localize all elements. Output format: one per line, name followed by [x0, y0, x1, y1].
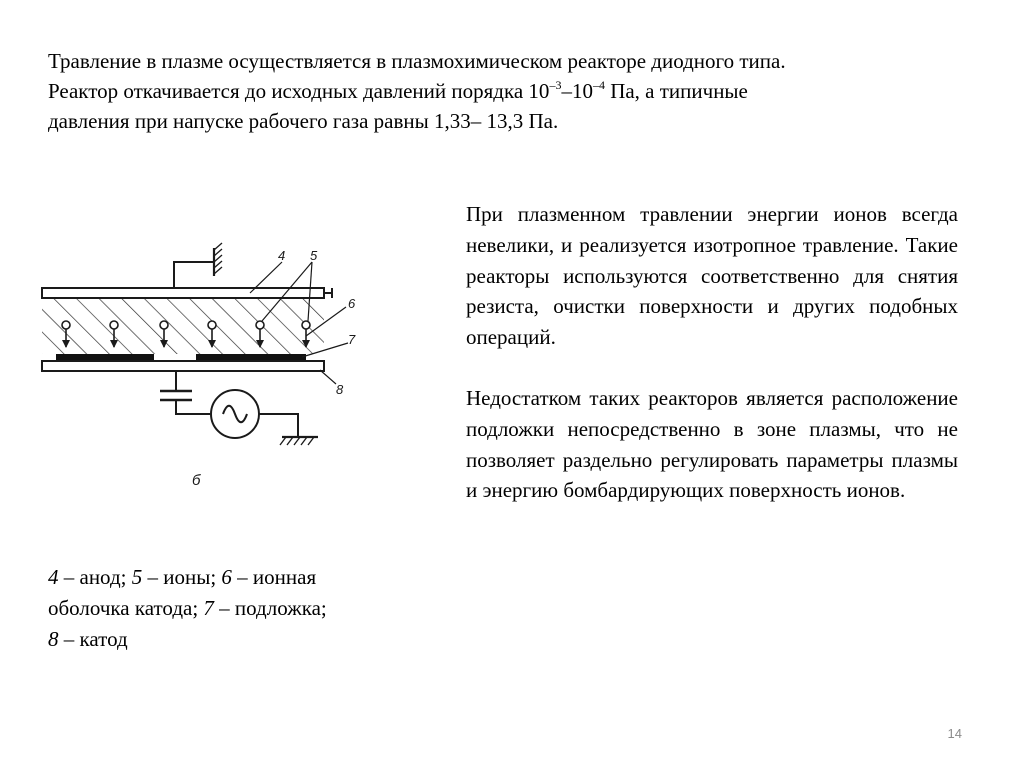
- label-6: 6: [348, 296, 356, 311]
- intro-line-2-end: Па, а типичные: [604, 79, 748, 103]
- legend-line-1: [48, 562, 428, 593]
- cathode-plate: [42, 361, 324, 371]
- intro-dash: –10: [561, 79, 593, 103]
- description-paragraph-1: При плазменном травлении энергии ионов всегда невелики, и реализуется изотропное травление. Такие реакторы используются соответственно для снятия резиста, очистки поверхности и других подобных операций.: [466, 202, 958, 350]
- diagram-legend: [48, 562, 428, 655]
- anode-ground-icon: [214, 243, 222, 276]
- substrate-right: [196, 354, 306, 360]
- ion-sheath-region: [42, 299, 324, 354]
- intro-line-3: давления при напуске рабочего газа равны 1,33– 13,3 Па.: [48, 109, 559, 133]
- diagram-caption: б: [192, 472, 201, 489]
- intro-text: [48, 46, 978, 136]
- intro-line-2-start: Реактор откачивается до исходных давлений порядка 10: [48, 79, 550, 103]
- generator-wire-right: [259, 414, 298, 437]
- label-5: 5: [310, 248, 318, 263]
- exponent-2: –4: [592, 78, 605, 92]
- exponent-1: –3: [549, 78, 562, 92]
- legend-text-cathode: – катод: [58, 627, 128, 651]
- legend-text-ions: – ионы;: [142, 565, 222, 589]
- legend-number-6: 6: [221, 565, 232, 589]
- legend-line-3: [48, 624, 428, 655]
- legend-number-4: 4: [48, 565, 59, 589]
- intro-line-1: Травление в плазме осуществляется в плазмохимическом реакторе диодного типа.: [48, 49, 786, 73]
- legend-text-anode: – анод;: [58, 565, 132, 589]
- description-text: [466, 199, 958, 506]
- anode-ground-wire: [174, 262, 214, 288]
- label-4: 4: [278, 248, 286, 263]
- substrate-left: [56, 354, 154, 360]
- label-8: 8: [336, 382, 344, 397]
- legend-number-5: 5: [131, 565, 143, 589]
- legend-number-8: 8: [48, 627, 59, 651]
- generator-wire-left: [176, 400, 210, 414]
- label-7: 7: [348, 332, 356, 347]
- page-number: 14: [947, 726, 962, 741]
- legend-text-substrate: – подложка;: [213, 596, 327, 620]
- description-paragraph-2: Недостатком таких реакторов является расположение подложки непосредственно в зоне плазмы, что не позволяет раздельно регулировать параметры плазмы и энергию бомбардирующих поверхность ионов.: [466, 385, 958, 503]
- legend-text-sheath: – ионная: [231, 565, 317, 589]
- legend-line-2: [48, 593, 428, 624]
- leader-line-8: [320, 370, 336, 384]
- legend-number-7: 7: [203, 596, 214, 620]
- cathode-ground-icon: [280, 437, 318, 445]
- anode-plate: [42, 288, 324, 298]
- legend-text-sheath-cont: оболочка катода;: [48, 596, 204, 620]
- reactor-diagram: [36, 236, 376, 496]
